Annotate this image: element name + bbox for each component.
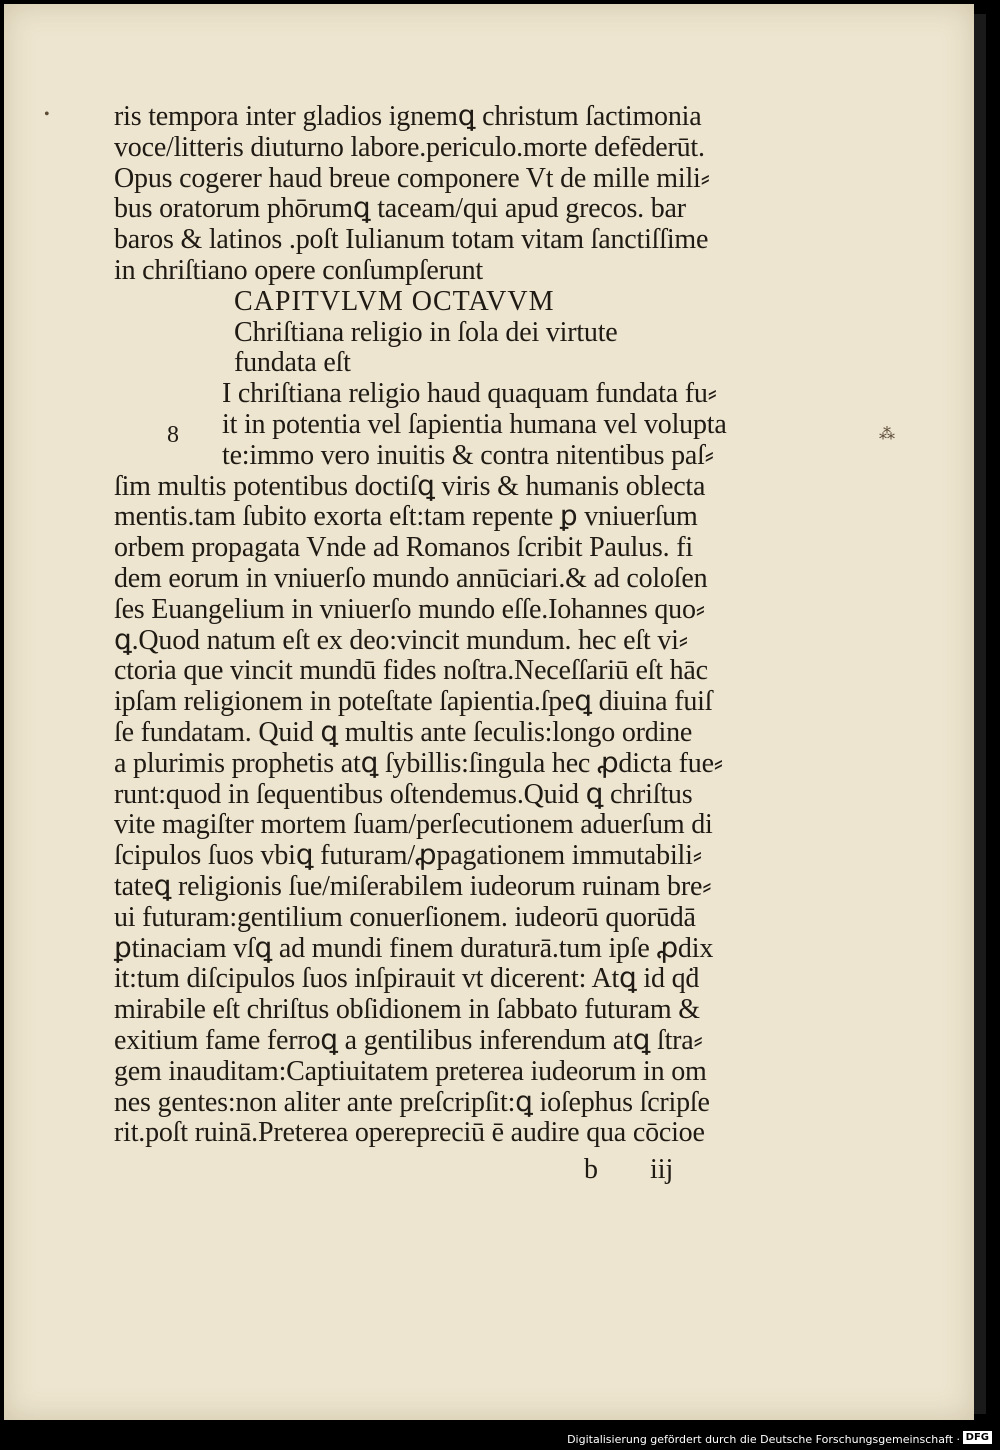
text-line: bus oratorum phōrumꝗ taceam/qui apud grecos. bar: [114, 193, 686, 225]
chapter-subtitle-line: fundata eſt: [234, 347, 351, 379]
text-line: ſcipulos ſuos vbiꝗ futuram/ꝓpagationem immutabili⸗: [114, 840, 702, 872]
text-line: it:tum diſcipulos ſuos inſpirauit vt dicerent: Atꝗ id qḋ: [114, 963, 700, 995]
chapter-heading: CAPITVLVM OCTAVVM: [234, 285, 555, 317]
text-line: Opus cogerer haud breue componere Vt de mille mili⸗: [114, 162, 710, 194]
text-line: ui futuram:gentilium conuerſionem. iudeorū quorūdā: [114, 901, 696, 933]
text-line: mentis.tam ſubito exorta eſt:tam repente ꝑ vniuerſum: [114, 501, 698, 533]
text-line: tateꝗ religionis ſue/miſerabilem iudeorum ruinam bre⸗: [114, 870, 712, 902]
chapter-subtitle-line: Chriſtiana religio in ſola dei virtute: [234, 316, 618, 348]
text-line: ſes Euangelium in vniuerſo mundo eſſe.Iohannes quo⸗: [114, 593, 705, 625]
text-line: dem eorum in vniuerſo mundo annūciari.& ad coloſen: [114, 562, 708, 594]
text-line: ctoria que vincit mundū fides noſtra.Neceſſariū eſt hāc: [114, 655, 708, 687]
text-line: gem inauditam:Captiuitatem preterea iudeorum in om: [114, 1055, 707, 1087]
text-line: ris tempora inter gladios ignemꝗ christum ſactimonia: [114, 101, 702, 132]
text-line: ꝑtinaciam vſꝗ ad mundi finem duraturā.tum ipſe ꝓdix: [114, 932, 714, 964]
text-line: ſim multis potentibus doctiſꝗ viris & humanis oblecta: [114, 470, 706, 502]
folio-mark: iij: [650, 1154, 674, 1185]
footer-text: Digitalisierung gefördert durch die Deutsche Forschungsgemeinschaft ·: [567, 1433, 960, 1446]
book-page: [4, 4, 974, 1420]
margin-note: 8: [167, 422, 179, 448]
ink-speck: ⁂: [879, 426, 895, 443]
text-line: ꝗ.Quod natum eſt ex deo:vincit mundum. hec eſt vi⸗: [114, 624, 688, 656]
text-line: nes gentes:non aliter ante preſcripſit:ꝗ ioſephus ſcripſe: [114, 1086, 710, 1118]
text-line: vite magiſter mortem ſuam/perſecutionem aduerſum di: [114, 809, 713, 841]
footer-bar: [0, 1420, 1000, 1450]
dfg-logo: DFG: [963, 1431, 992, 1444]
text-line: runt:quod in ſequentibus oſtendemus.Quid ꝗ chriſtus: [114, 778, 693, 810]
text-line: exitium fame ferroꝗ a gentilibus inferendum atꝗ ſtra⸗: [114, 1024, 703, 1056]
text-line: mirabile eſt chriſtus obſidionem in ſabbato futuram &: [114, 994, 700, 1026]
text-line: ſe fundatam. Quid ꝗ multis ante ſeculis:longo ordine: [114, 716, 693, 748]
signature-mark: b: [584, 1154, 598, 1185]
text-line: voce/litteris diuturno labore.periculo.morte defēderūt.: [114, 131, 705, 163]
text-line: in chriſtiano opere conſumpſerunt: [114, 254, 483, 286]
ink-speck: •: [44, 106, 50, 123]
body-text: [114, 102, 784, 1149]
text-line: te:immo vero inuitis & contra nitentibus paſ⸗: [222, 439, 714, 471]
text-line: I chriſtiana religio haud quaquam fundata fu⸗: [222, 378, 717, 410]
text-line: it in potentia vel ſapientia humana vel volupta: [222, 408, 727, 440]
text-line: a plurimis prophetis atꝗ ſybillis:ſingula hec ꝓdicta fue⸗: [114, 747, 723, 779]
text-line: baros & latinos .poſt Iulianum totam vitam ſanctiſſime: [114, 224, 709, 256]
text-line: orbem propagata Vnde ad Romanos ſcribit Paulus. fi: [114, 532, 693, 564]
text-line: ipſam religionem in poteſtate ſapientia.ſpeꝗ diuina fuiſ: [114, 686, 713, 718]
text-line: rit.poſt ruinā.Preterea operepreciū ē audire qua cōcioe: [114, 1117, 705, 1149]
